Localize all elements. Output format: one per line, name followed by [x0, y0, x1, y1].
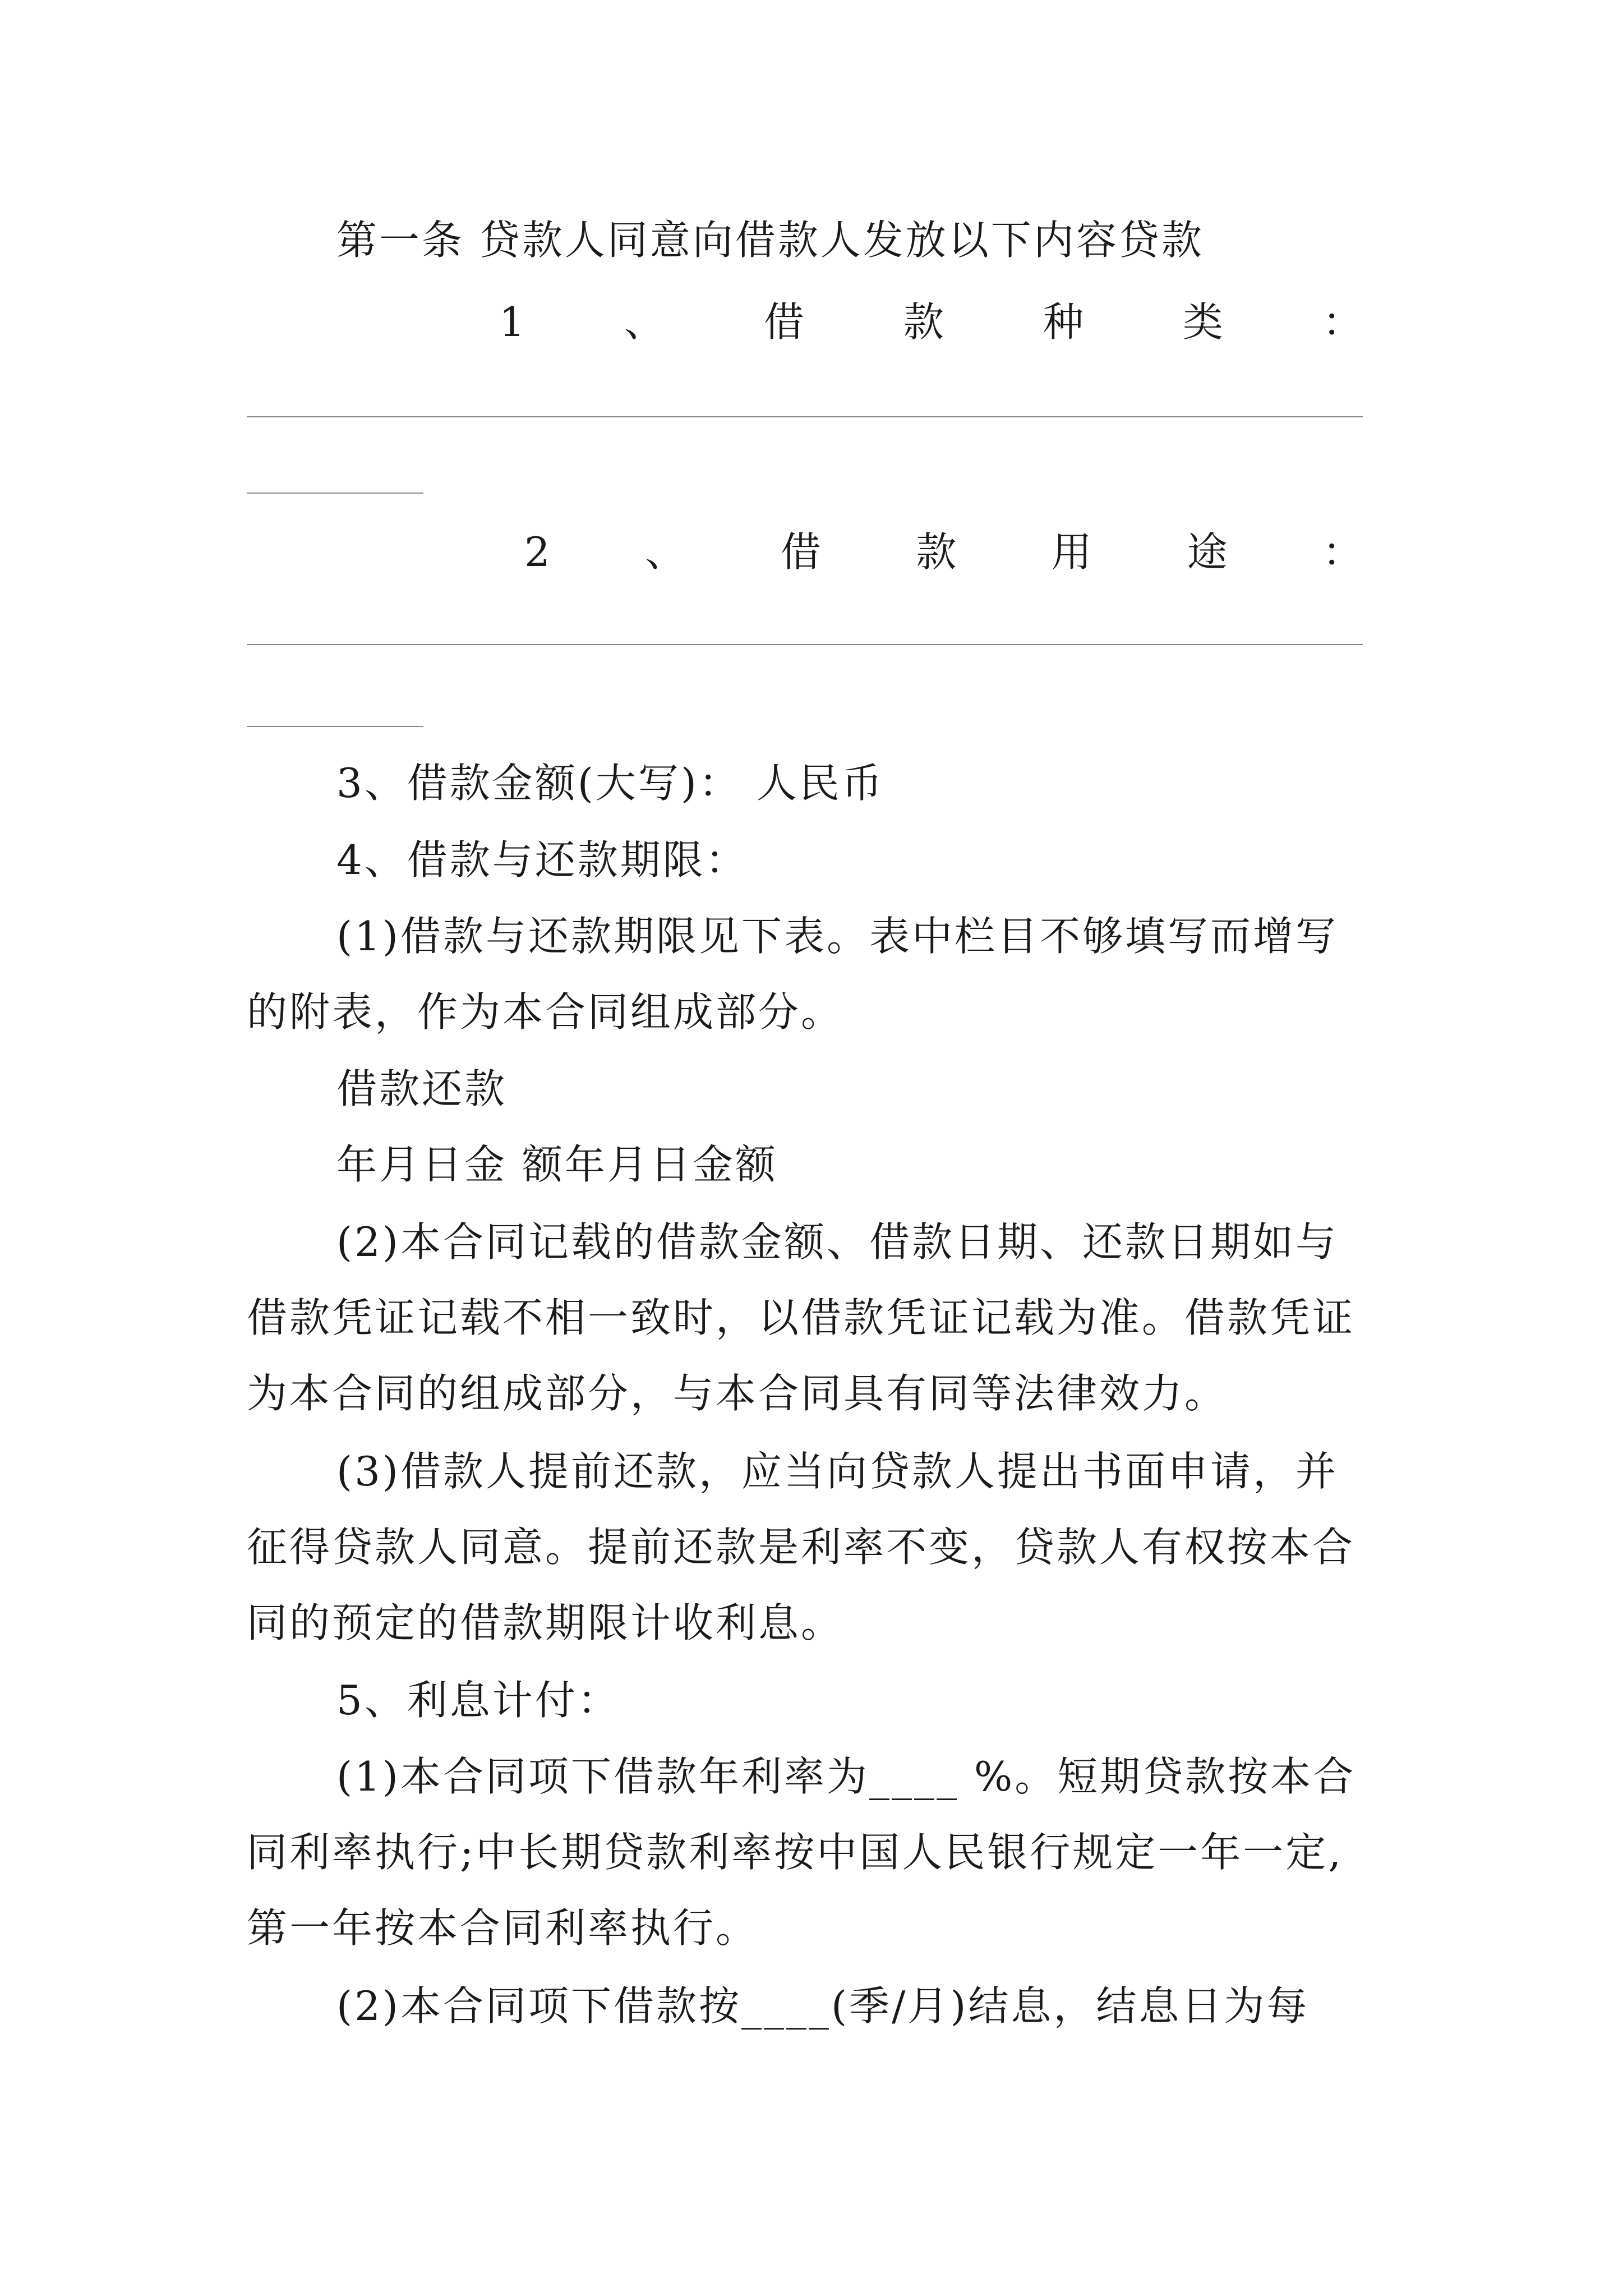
item-2-loan-purpose [524, 528, 1363, 576]
item-1-char: 款 [903, 298, 944, 346]
paragraph-line: 借款凭证记载不相一致时，以借款凭证记载为准。借款凭证 [247, 1294, 1355, 1341]
item-1-char: 类 [1182, 298, 1223, 346]
paragraph-line: (2)本合同记载的借款金额、借款日期、还款日期如与 [336, 1218, 1338, 1266]
paragraph-line: (2)本合同项下借款按____(季/月)结息，结息日为每 [336, 1982, 1310, 2030]
item-2-char: ： [1322, 528, 1363, 576]
item-1-char: ： [1322, 298, 1363, 346]
item-2-char: 途 [1187, 528, 1228, 576]
paragraph-line: (1)本合同项下借款年利率为____ %。短期贷款按本合 [336, 1753, 1356, 1800]
fill-in-line [247, 416, 1363, 417]
item-2-char: 款 [916, 528, 957, 576]
fill-in-line [247, 726, 423, 727]
item-1-char: 种 [1043, 298, 1083, 346]
paragraph-line: 同的预定的借款期限计收利息。 [247, 1599, 844, 1646]
item-2-char: 借 [780, 528, 821, 576]
item-4-term-heading: 4、借款与还款期限： [336, 836, 748, 884]
paragraph-line: 为本合同的组成部分，与本合同具有同等法律效力。 [247, 1370, 1228, 1417]
item-2-char: 用 [1051, 528, 1092, 576]
item-1-char: 1 [499, 298, 525, 346]
item-3-loan-amount: 3、借款金额(大写)： 人民币 [336, 760, 884, 807]
paragraph-line: (3)借款人提前还款，应当向贷款人提出书面申请，并 [336, 1448, 1338, 1495]
paragraph-line: 同利率执行;中长期贷款利率按中国人民银行规定一年一定, [247, 1829, 1344, 1876]
item-1-char: 、 [624, 298, 665, 346]
item-1-loan-type [499, 298, 1363, 346]
paragraph-line: (1)借款与还款期限见下表。表中栏目不够填写而增写 [336, 913, 1338, 960]
item-1-char: 借 [763, 298, 804, 346]
item-5-interest-heading: 5、利息计付： [336, 1677, 620, 1724]
paragraph-line: 第一年按本合同利率执行。 [247, 1904, 759, 1952]
table-header: 年月日金 额年月日金额 [336, 1141, 778, 1188]
item-2-char: 2 [524, 528, 550, 576]
fill-in-line [247, 493, 423, 494]
item-2-char: 、 [645, 528, 686, 576]
fill-in-line [247, 644, 1363, 645]
article-1-heading: 第一条 贷款人同意向借款人发放以下内容贷款 [336, 217, 1204, 264]
paragraph-line: 的附表，作为本合同组成部分。 [247, 988, 844, 1036]
table-header: 借款还款 [336, 1065, 508, 1112]
paragraph-line: 征得贷款人同意。提前还款是利率不变，贷款人有权按本合 [247, 1524, 1355, 1571]
